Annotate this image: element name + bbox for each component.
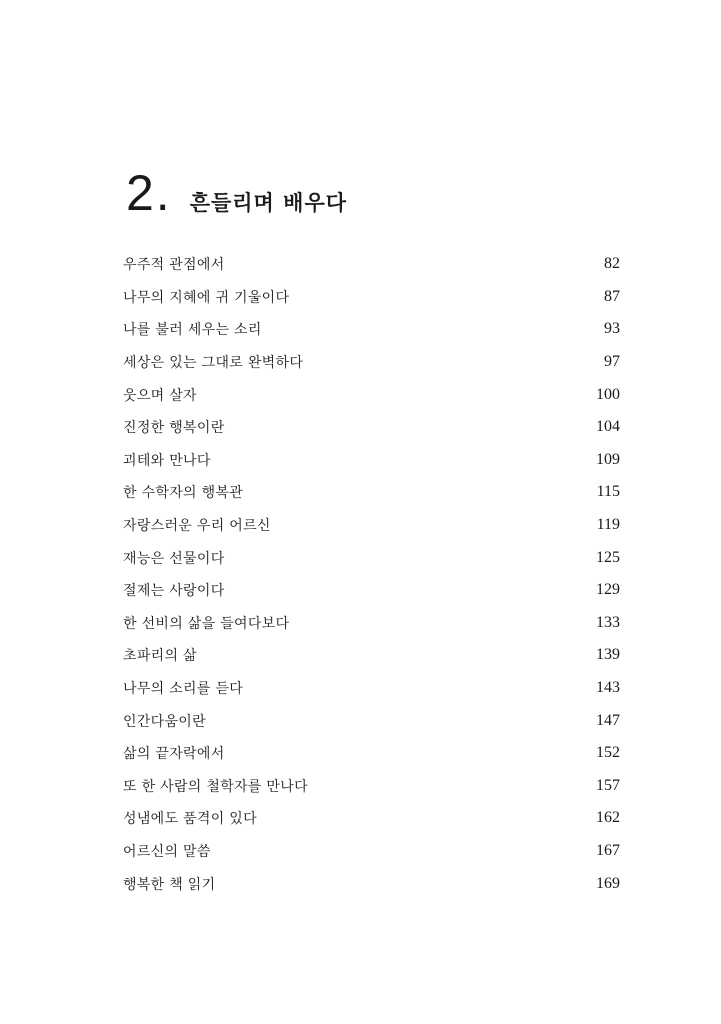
toc-entry[interactable] [123, 639, 620, 672]
toc-entry-title: 한 선비의 삶을 들여다보다 [123, 615, 290, 632]
toc-entry-title: 한 수학자의 행복관 [123, 485, 244, 502]
toc-entry[interactable] [123, 248, 620, 281]
toc-entry-page-number: 157 [596, 776, 620, 794]
toc-entry[interactable] [123, 770, 620, 803]
toc-entry[interactable] [123, 378, 620, 411]
toc-entry[interactable] [123, 411, 620, 444]
toc-entry-title: 웃으며 살자 [123, 387, 197, 404]
toc-entry-title: 인간다움이란 [123, 713, 206, 730]
toc-entry-page-number: 162 [596, 809, 620, 827]
toc-entry[interactable] [123, 444, 620, 477]
toc-entry-page-number: 115 [596, 483, 620, 501]
toc-entry-title: 세상은 있는 그대로 완벽하다 [123, 355, 304, 372]
chapter-heading [126, 165, 348, 221]
toc-entry-page-number: 109 [596, 450, 620, 468]
toc-entry-page-number: 169 [596, 874, 620, 892]
toc-entry-title: 성냄에도 품격이 있다 [123, 811, 257, 828]
toc-entry[interactable] [123, 476, 620, 509]
toc-entry-title: 자랑스러운 우리 어르신 [123, 518, 271, 535]
toc-entry-title: 삶의 끝자락에서 [123, 746, 225, 763]
toc-entry-title: 절제는 사랑이다 [123, 583, 225, 600]
toc-entry-title: 재능은 선물이다 [123, 550, 225, 567]
chapter-number: 2. [126, 165, 172, 221]
toc-entry-title: 괴테와 만나다 [123, 452, 211, 469]
toc-entry-page-number: 167 [596, 841, 620, 859]
toc-entry-page-number: 152 [596, 744, 620, 762]
toc-entry[interactable] [123, 802, 620, 835]
toc-entry-title: 진정한 행복이란 [123, 420, 225, 437]
toc-entry-page-number: 125 [596, 548, 620, 566]
toc-entry[interactable] [123, 346, 620, 379]
toc-entry-page-number: 139 [596, 646, 620, 664]
toc-entry-page-number: 129 [596, 581, 620, 599]
toc-entry[interactable] [123, 835, 620, 868]
toc-entry[interactable] [123, 313, 620, 346]
table-of-contents [123, 248, 620, 900]
toc-entry-page-number: 97 [604, 353, 620, 371]
toc-entry-page-number: 104 [596, 418, 620, 436]
toc-entry-title: 나무의 소리를 듣다 [123, 681, 244, 698]
toc-entry[interactable] [123, 574, 620, 607]
toc-entry[interactable] [123, 541, 620, 574]
toc-entry-page-number: 82 [604, 255, 620, 273]
toc-entry-title: 나를 불러 세우는 소리 [123, 322, 262, 339]
toc-entry[interactable] [123, 672, 620, 705]
toc-entry-title: 나무의 지혜에 귀 기울이다 [123, 289, 290, 306]
toc-entry-title: 초파리의 삶 [123, 648, 197, 665]
toc-entry-page-number: 147 [596, 711, 620, 729]
chapter-title: 흔들리며 배우다 [189, 191, 348, 215]
toc-entry-page-number: 93 [604, 320, 620, 338]
toc-entry[interactable] [123, 867, 620, 900]
toc-entry-page-number: 133 [596, 613, 620, 631]
toc-entry[interactable] [123, 281, 620, 314]
toc-entry-title: 어르신의 말씀 [123, 843, 211, 860]
toc-entry-page-number: 100 [596, 385, 620, 403]
toc-entry[interactable] [123, 737, 620, 770]
toc-entry-title: 우주적 관점에서 [123, 257, 225, 274]
toc-entry-page-number: 119 [596, 516, 620, 534]
toc-entry[interactable] [123, 607, 620, 640]
toc-entry[interactable] [123, 509, 620, 542]
toc-entry-title: 또 한 사람의 철학자를 만나다 [123, 778, 308, 795]
toc-entry-page-number: 143 [596, 679, 620, 697]
toc-entry[interactable] [123, 704, 620, 737]
toc-entry-page-number: 87 [604, 287, 620, 305]
toc-entry-title: 행복한 책 읽기 [123, 876, 216, 893]
